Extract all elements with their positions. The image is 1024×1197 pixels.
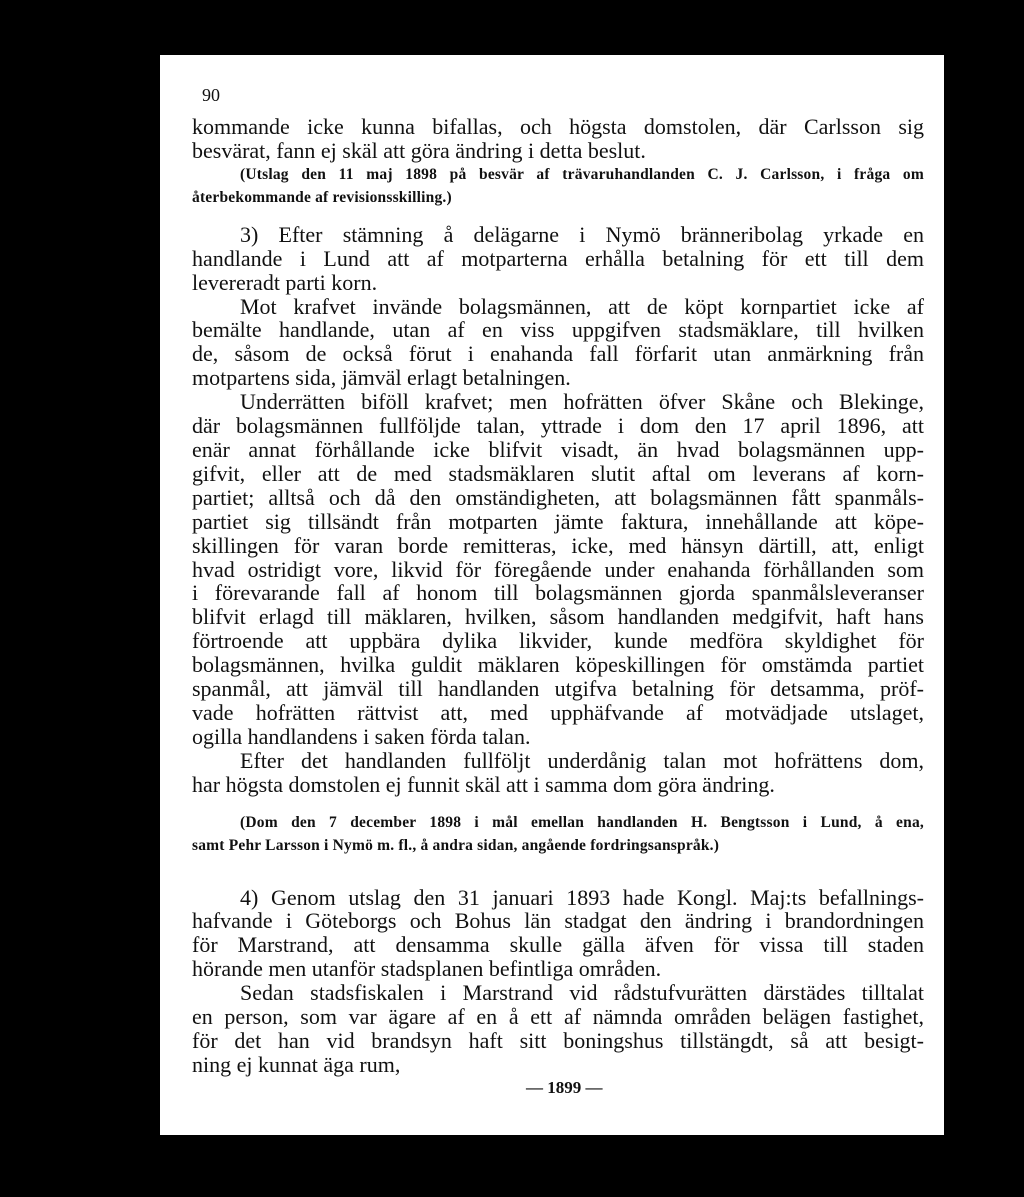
text-line: Sedan stadsfiskalen i Marstrand vid rådstufvurätten därstädes tilltalat [240, 980, 924, 1006]
text-line: motpartens sida, jämväl erlagt betalningen. [192, 365, 571, 391]
text-line: skillingen för varan borde remitteras, icke, med hänsyn därtill, att, enligt [192, 532, 924, 558]
text-line: hafvande i Göteborgs och Bohus län stadgat den ändring i brandordningen [192, 908, 924, 934]
citation-line: återbekommande af revisionsskilling.) [192, 189, 452, 207]
text-line: 4) Genom utslag den 31 januari 1893 hade Kongl. Maj:ts befallnings- [240, 884, 924, 910]
text-line: partiet sig tillsändt från motparten jämte faktura, innehållande att köpe- [192, 508, 924, 534]
text-line: levereradt parti korn. [192, 269, 378, 295]
text-line: för det han vid brandsyn haft sitt boningshus tillstängdt, så att besigt- [192, 1028, 924, 1053]
text-line: bolagsmännen, hvilka guldit mäklaren köpeskillingen för omstämda partiet [192, 652, 924, 678]
text-line: Underrätten biföll krafvet; men hofrätten öfver Skåne och Blekinge, [240, 389, 924, 415]
text-line: handlande i Lund att af motparterna erhålla betalning för ett till dem [192, 245, 924, 271]
text-line: en person, som var ägare af en å ett af nämnda områden belägen fastighet, [192, 1004, 924, 1030]
text-line: hvad ostridigt vore, likvid för föregående under enahanda förhållanden som [192, 556, 924, 582]
text-line: vade hofrätten rättvist att, med upphäfvande af motvädjade utslaget, [192, 699, 924, 725]
document-page [160, 55, 944, 1135]
text-line: spanmål, att jämväl till handlanden utgifva betalning för detsamma, pröf- [192, 676, 924, 702]
text-line: de, såsom de också förut i enahanda fall förfarit utan anmärkning från [192, 341, 924, 367]
text-line: 3) Efter stämning å delägarne i Nymö bränneribolag yrkade en [240, 221, 924, 247]
text-line: förtroende att uppbära dylika likvider, kunde medföra skyldighet för [192, 628, 924, 654]
year-signature-mark: — 1899 — [526, 1078, 603, 1097]
body-text [192, 115, 924, 1077]
citation-line: (Dom den 7 december 1898 i mål emellan handlanden H. Bengtsson i Lund, å ena, [240, 813, 924, 831]
text-line: Efter det handlanden fullföljt underdånig talan mot hofrättens dom, [240, 747, 924, 773]
text-line: hörande men utanför stadsplanen befintliga områden. [192, 956, 662, 982]
text-line: besvärat, fann ej skäl att göra ändring i detta beslut. [192, 137, 646, 163]
text-line: i förevarande fall af honom till bolagsmännen gjorda spanmålsleveranser [192, 580, 924, 606]
page-number: 90 [202, 85, 220, 105]
text-line: Mot krafvet invände bolagsmännen, att de köpt kornpartiet icke af [240, 293, 924, 319]
text-line: bemälte handlande, utan af en viss uppgifven stadsmäklare, till hvilken [192, 317, 924, 343]
text-line: har högsta domstolen ej funnit skäl att i samma dom göra ändring. [192, 771, 775, 797]
text-line: där bolagsmännen fullföljde talan, yttrade i dom den 17 april 1896, att [192, 413, 924, 439]
text-line: för Marstrand, att densamma skulle gälla äfven för vissa till staden [192, 932, 924, 958]
text-line: partiet; alltså och då den omständigheten, att bolagsmännen fått spanmåls- [192, 484, 924, 510]
citation-line: (Utslag den 11 maj 1898 på besvär af trävaruhandlanden C. J. Carlsson, i fråga om [240, 165, 924, 183]
text-line: blifvit erlagd till mäklaren, hvilken, såsom handlanden medgifvit, haft hans [192, 604, 924, 630]
text-line: ogilla handlandens i saken förda talan. [192, 723, 531, 749]
text-line: kommande icke kunna bifallas, och högsta domstolen, där Carlsson sig [192, 114, 924, 139]
text-line: enär annat förhållande icke blifvit visadt, än hvad bolagsmännen upp- [192, 436, 924, 462]
text-line: ning ej kunnat äga rum, [192, 1051, 401, 1077]
citation-line: samt Pehr Larsson i Nymö m. fl., å andra sidan, angående fordringsanspråk.) [192, 837, 720, 855]
text-line: gifvit, eller att de med stadsmäklaren slutit aftal om leverans af korn- [192, 460, 924, 486]
